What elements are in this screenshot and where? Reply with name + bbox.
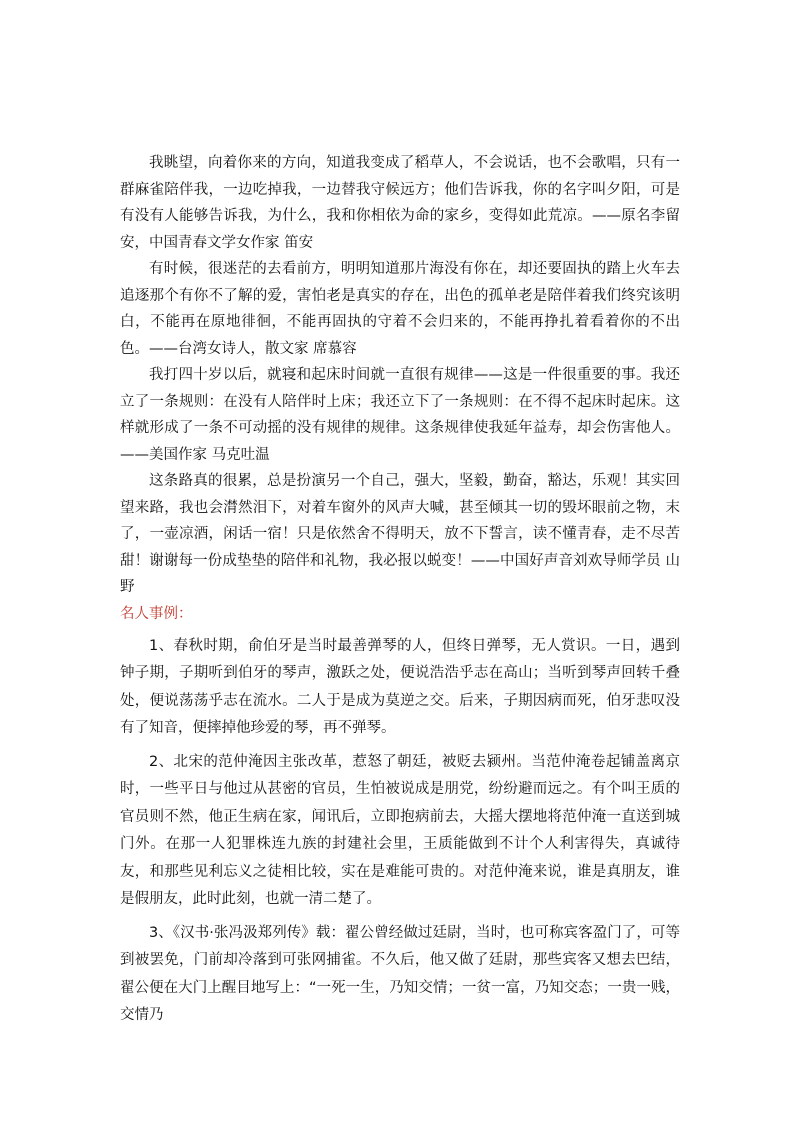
case-paragraph-2: 2、北宋的范仲淹因主张改革，惹怒了朝廷，被贬去颍州。当范仲淹卷起铺盖离京时，一些平日与他过从甚密的官员，生怕被说成是朋党，纷纷避而远之。有个叫王质的官员则不然，他正生病在家，闻讯后，立即抱病前去，大摇大摆地将范仲淹一直送到城门外。在那一人犯罪株连九族的封建社会里，王质能做到不计个人利害得失，真诚待友，和那些见利忘义之徒相比较，实在是难能可贵的。对范仲淹来说，谁是真朋友，谁是假朋友，此时此刻，也就一清二楚了。 [120,753,680,907]
case-paragraph-1: 1、春秋时期，俞伯牙是当时最善弹琴的人，但终日弹琴，无人赏识。一日，遇到钟子期，子期听到伯牙的琴声，激跃之处，便说浩浩乎志在高山；当听到琴声回转千叠处，便说荡荡乎志在流水。二人于是成为莫逆之交。后来，子期因病而死，伯牙悲叹没有了知音，便摔掉他珍爱的琴，再不弹琴。 [120,637,680,736]
case-paragraph-3: 3、《汉书·张冯汲郑列传》载：翟公曾经做过廷尉，当时，也可称宾客盈门了，可等到被罢免，门前却冷落到可张网捕雀。不久后，他又做了廷尉，那些宾客又想去巴结，翟公便在大门上醒目地写上：“一死一生，乃知交情；一贫一富，乃知交态；一贵一贱，交情乃 [120,924,680,1023]
quote-paragraph-3: 我打四十岁以后，就寝和起床时间就一直很有规律——这是一件很重要的事。我还立了一条规则：在没有人陪伴时上床；我还立下了一条规则：在不得不起床时起床。这样就形成了一条不可动摇的没有规律的规律。这条规律使我延年益寿，却会伤害他人。——美国作家 马克吐温 [120,367,680,463]
section-title-celebrity-examples: 名人事例： [120,605,193,622]
quote-paragraph-2: 有时候，很迷茫的去看前方，明明知道那片海没有你在，却还要固执的踏上火车去追逐那个有你不了解的爱，害怕老是真实的存在，出色的孤单老是陪伴着我们终究该明白，不能再在原地徘徊，不能再固执的守着不会归来的，不能再挣扎着看着你的不出色。——台湾女诗人，散文家 席慕容 [120,261,680,357]
quote-paragraph-4: 这条路真的很累，总是扮演另一个自己，强大，坚毅，勤奋，豁达，乐观！其实回望来路，我也会潸然泪下，对着车窗外的风声大喊，甚至倾其一切的毁坏眼前之物，末了，一壶凉酒，闲话一宿！只是依然舍不得明天，放不下誓言，读不懂青春，走不尽苦甜！谢谢每一份成垫垫的陪伴和礼物，我必报以蜕变！——中国好声音刘欢导师学员 山野 [120,473,680,595]
quote-paragraph-1: 我眺望，向着你来的方向，知道我变成了稻草人，不会说话，也不会歌唱，只有一群麻雀陪伴我，一边吃掉我，一边替我守候远方；他们告诉我，你的名字叫夕阳，可是有没有人能够告诉我，为什么，我和你相依为命的家乡，变得如此荒凉。——原名李留安，中国青春文学女作家 笛安 [120,155,680,251]
document-page [120,150,680,1030]
